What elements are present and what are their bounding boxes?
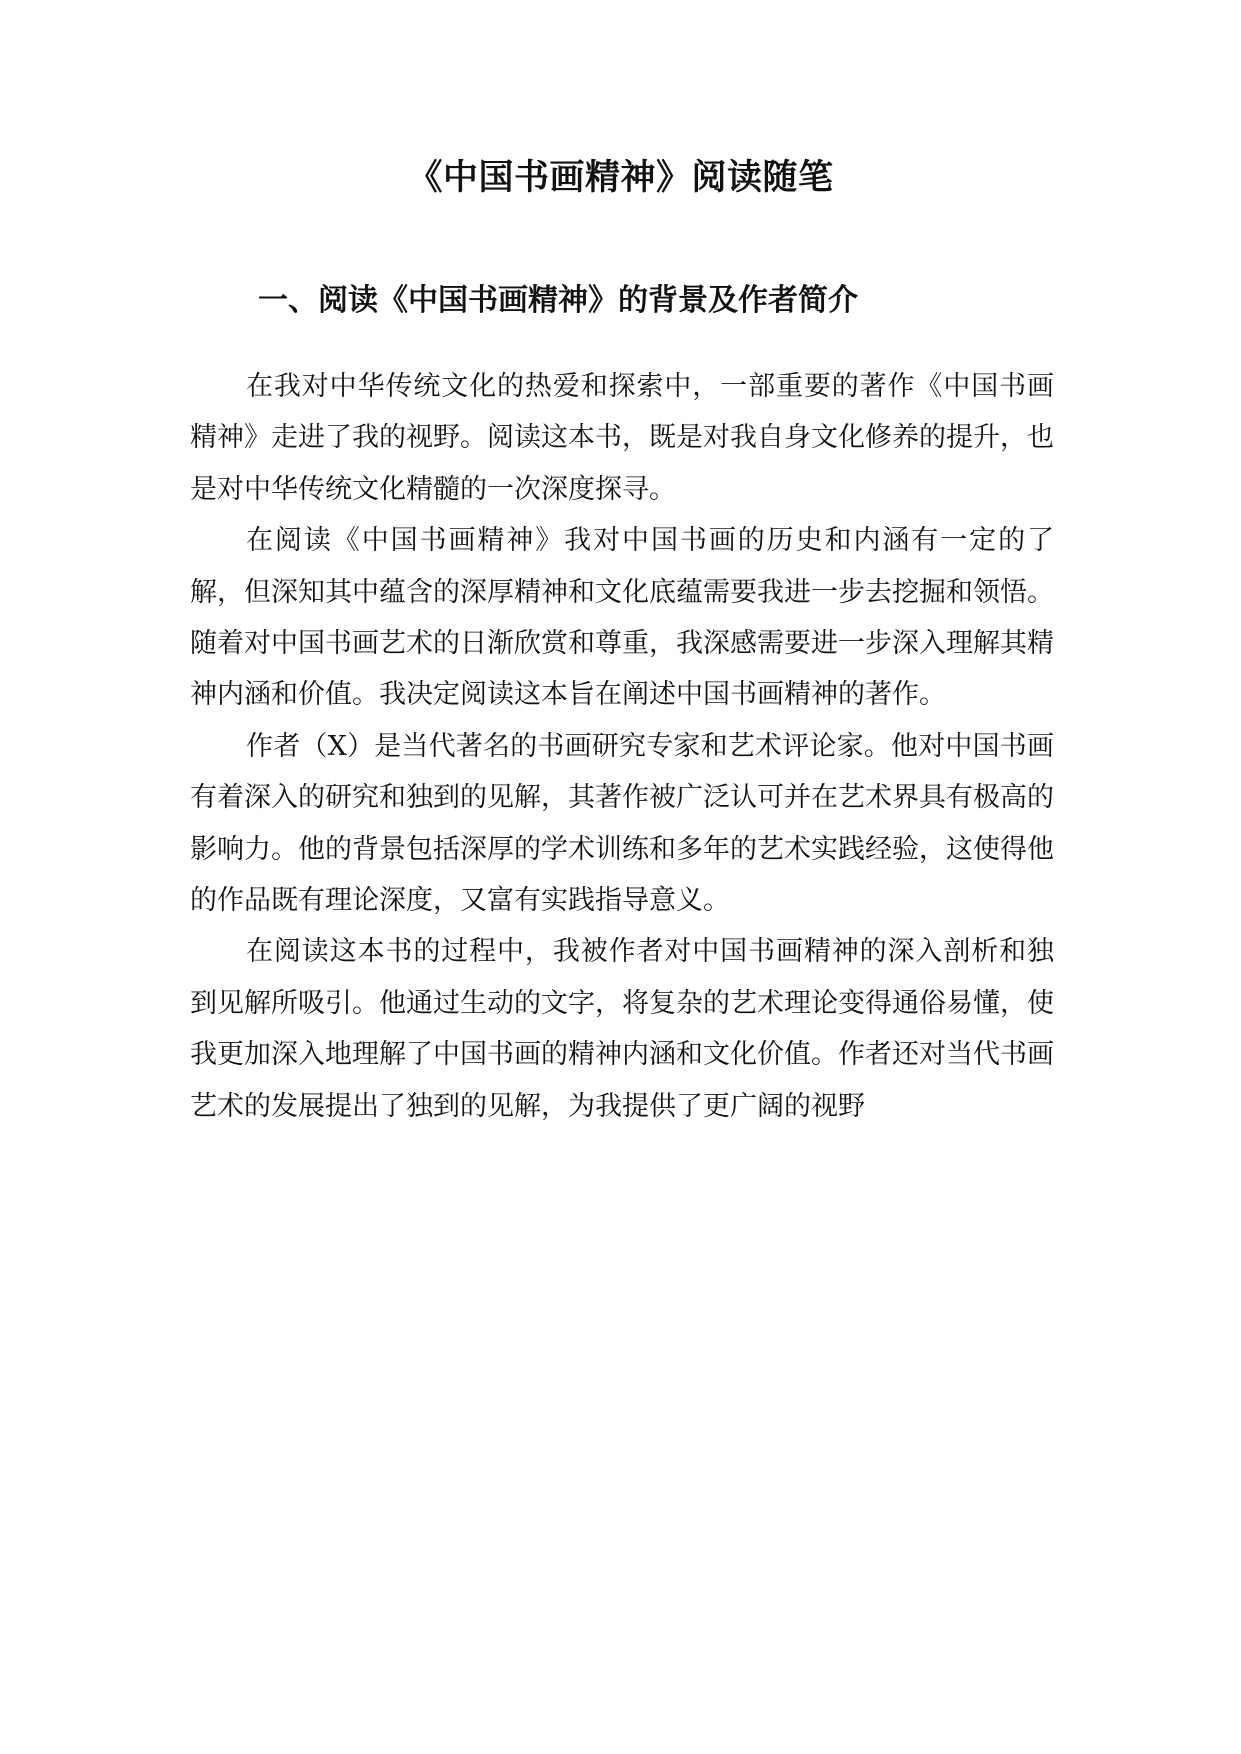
paragraph-1: 在我对中华传统文化的热爱和探索中，一部重要的著作《中国书画精神》走进了我的视野。阅读这本书，既是对我自身文化修养的提升，也是对中华传统文化精髓的一次深度探寻。	[190, 371, 1054, 505]
document-body	[190, 361, 1054, 1132]
paragraph-4: 在阅读这本书的过程中，我被作者对中国书画精神的深入剖析和独到见解所吸引。他通过生动的文字，将复杂的艺术理论变得通俗易懂，使我更加深入地理解了中国书画的精神内涵和文化价值。作者还对当代书画艺术的发展提出了独到的见解，为我提供了更广阔的视野	[190, 936, 1054, 1122]
paragraph-3: 作者（X）是当代著名的书画研究专家和艺术评论家。他对中国书画有着深入的研究和独到的见解，其著作被广泛认可并在艺术界具有极高的影响力。他的背景包括深厚的学术训练和多年的艺术实践经验，这使得他的作品既有理论深度，又富有实践指导意义。	[190, 730, 1054, 917]
document-title: 《中国书画精神》阅读随笔	[407, 157, 834, 198]
paragraph-2: 在阅读《中国书画精神》我对中国书画的历史和内涵有一定的了解，但深知其中蕴含的深厚精神和文化底蕴需要我进一步去挖掘和领悟。随着对中国书画艺术的日渐欣赏和尊重，我深感需要进一步深入理解其精神内涵和价值。我决定阅读这本旨在阐述中国书画精神的著作。	[190, 525, 1054, 711]
section-heading: 一、阅读《中国书画精神》的背景及作者简介	[258, 283, 858, 318]
